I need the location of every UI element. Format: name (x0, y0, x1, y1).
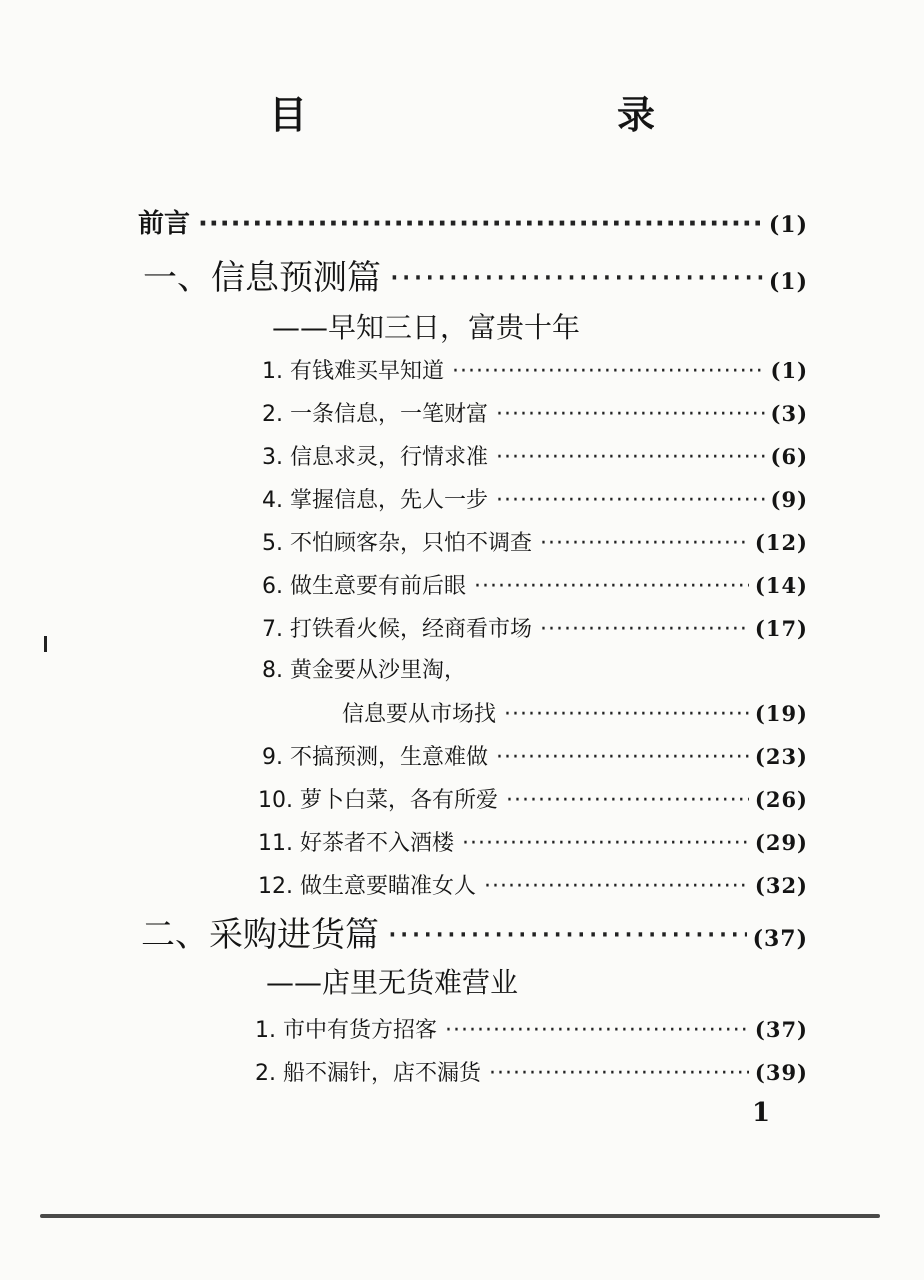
toc-entry[interactable] (342, 697, 808, 728)
toc-leader (540, 531, 749, 556)
part-2-subtitle: ——店里无货难营业 (266, 966, 519, 999)
toc-page-number: (12) (754, 530, 808, 555)
toc-page-number: (14) (754, 573, 808, 598)
toc-leader (496, 402, 765, 427)
toc-leader (496, 488, 765, 513)
toc-leader (504, 702, 749, 727)
toc-label: 前言 (138, 209, 191, 239)
toc-page-number: (32) (754, 873, 808, 898)
toc-page-number: (3) (770, 401, 808, 426)
toc-label: 1. 有钱难买早知道 (262, 359, 444, 384)
toc-page-number: (37) (754, 1017, 808, 1042)
toc-page-number: (1) (768, 212, 808, 238)
toc-label: 9. 不搞预测，生意难做 (262, 745, 488, 770)
toc-page-number: (26) (754, 787, 808, 812)
toc-label: 10. 萝卜白菜，各有所爱 (258, 788, 498, 813)
toc-leader (474, 574, 749, 599)
toc-label: 5. 不怕顾客杂，只怕不调查 (262, 531, 532, 556)
toc-page-number: (19) (754, 701, 808, 726)
toc-page-number: (1) (770, 358, 808, 383)
toc-leader (445, 1018, 749, 1043)
toc-entry[interactable] (262, 440, 808, 471)
toc-entry[interactable] (258, 783, 808, 814)
toc-page-number: (37) (752, 926, 808, 952)
page-title: 目 录 (268, 93, 733, 137)
toc-label: 3. 信息求灵，行情求准 (262, 445, 488, 470)
toc-label: 6. 做生意要有前后眼 (262, 574, 466, 599)
toc-page-number: (9) (770, 487, 808, 512)
toc-page-number: (23) (754, 744, 808, 769)
toc-label: 11. 好茶者不入酒楼 (258, 831, 454, 856)
toc-entry-part-1[interactable] (143, 250, 808, 299)
toc-label: 1. 市中有货方招客 (255, 1018, 437, 1043)
toc-leader (540, 617, 749, 642)
toc-entry[interactable] (255, 1013, 808, 1044)
toc-entry-part-2[interactable] (141, 907, 808, 956)
toc-leader (389, 258, 763, 298)
toc-leader (496, 445, 765, 470)
toc-leader (484, 874, 749, 899)
toc-label-continuation: 信息要从市场找 (342, 702, 497, 727)
scan-mark (44, 636, 47, 652)
toc-label: 4. 掌握信息，先人一步 (262, 488, 488, 513)
toc-leader (452, 359, 765, 384)
toc-entry-preface[interactable] (138, 203, 808, 240)
toc-leader (506, 788, 749, 813)
toc-page-number: (1) (768, 269, 808, 295)
toc-entry-label-line-1[interactable]: 8. 黄金要从沙里淘， (262, 658, 466, 683)
toc-page-number: (29) (754, 830, 808, 855)
toc-leader (198, 209, 763, 239)
toc-label: 二、采购进货篇 (141, 915, 379, 955)
toc-entry[interactable] (255, 1056, 808, 1087)
toc-entry[interactable] (262, 354, 808, 385)
toc-leader (462, 831, 749, 856)
toc-label: 2. 船不漏针，店不漏货 (255, 1061, 481, 1086)
toc-entry[interactable] (262, 612, 808, 643)
toc-label: 2. 一条信息，一笔财富 (262, 402, 488, 427)
page-number-folio: 1 (752, 1098, 771, 1128)
toc-label: 12. 做生意要瞄准女人 (258, 874, 476, 899)
toc-label: 7. 打铁看火候，经商看市场 (262, 617, 532, 642)
toc-entry[interactable] (262, 740, 808, 771)
toc-entry[interactable] (258, 826, 808, 857)
toc-leader (489, 1061, 749, 1086)
toc-entry[interactable] (262, 569, 808, 600)
toc-entry[interactable] (262, 526, 808, 557)
toc-entry[interactable] (262, 397, 808, 428)
part-1-subtitle: ——早知三日，富贵十年 (272, 311, 581, 344)
toc-entry[interactable] (258, 869, 808, 900)
toc-page-number: (17) (754, 616, 808, 641)
toc-label: 一、信息预测篇 (143, 258, 381, 298)
toc-page-number: (6) (770, 444, 808, 469)
toc-entry[interactable] (262, 483, 808, 514)
page-bottom-edge (40, 1214, 880, 1218)
toc-page-number: (39) (754, 1060, 808, 1085)
toc-leader (387, 915, 747, 955)
toc-leader (496, 745, 749, 770)
